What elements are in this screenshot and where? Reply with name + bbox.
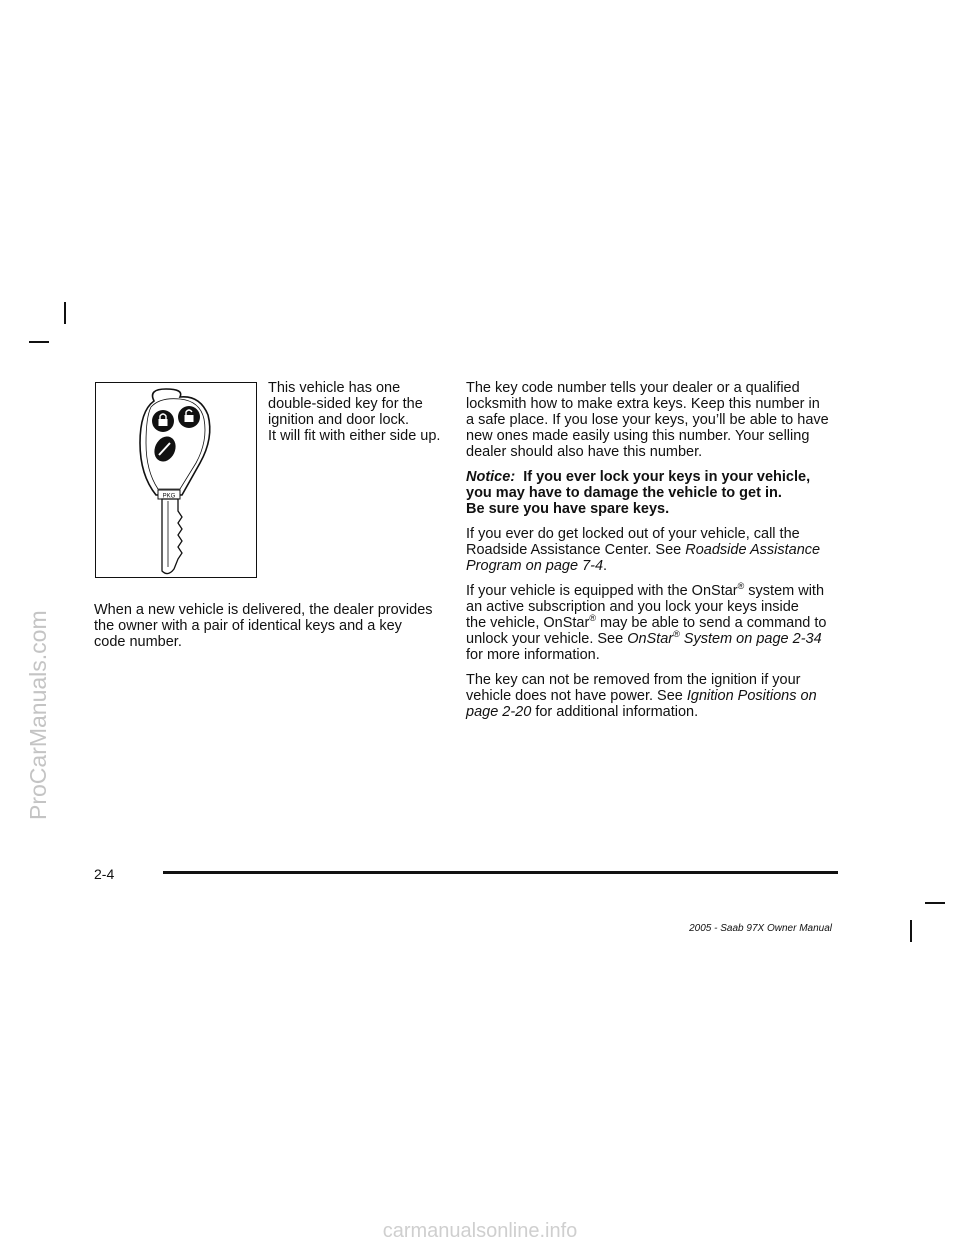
paragraph-line: code number. (94, 634, 182, 650)
paragraph-text: for additional information. (531, 704, 699, 720)
delivery-paragraph (94, 602, 439, 650)
key-figure (95, 382, 257, 578)
paragraph-text: the vehicle, OnStar (466, 615, 590, 631)
roadside-assistance-link[interactable]: Roadside Assistance (685, 542, 821, 558)
crop-mark-top-vertical (64, 302, 66, 324)
page-number: 2-4 (94, 866, 115, 882)
paragraph-line: The key can not be removed from the ignition if your (466, 672, 801, 688)
paragraph-text: . (603, 558, 608, 574)
onstar-system-link[interactable]: OnStar® System on page 2-34 (627, 629, 822, 647)
paragraph-text: If your vehicle is equipped with the OnStar (466, 583, 738, 599)
paragraph-text: system with (744, 583, 825, 599)
key-fob-remote-icon (96, 383, 255, 576)
manual-title: 2005 - Saab 97X Owner Manual (689, 923, 832, 934)
bottom-watermark: carmanualsonline.info (382, 1220, 578, 1242)
paragraph-line: the owner with a pair of identical keys and a key (94, 618, 402, 634)
notice-label: Notice: (466, 469, 516, 485)
paragraph-text: unlock your vehicle. See (466, 631, 628, 647)
crop-mark-bottom-horizontal (925, 902, 945, 904)
notice-line: you may have to damage the vehicle to get in. (466, 485, 782, 501)
paragraph-line: locksmith how to make extra keys. Keep this number in (466, 396, 820, 412)
ignition-positions-link-cont[interactable]: page 2-20 (466, 704, 532, 720)
intro-line: This vehicle has one (268, 380, 401, 396)
footer-rule (163, 871, 838, 874)
locked-out-paragraph (466, 526, 844, 574)
notice-line: Be sure you have spare keys. (466, 501, 670, 517)
crop-mark-top-horizontal (29, 341, 49, 343)
intro-line: It will fit with either side up. (268, 428, 441, 444)
ignition-positions-link[interactable]: Ignition Positions on (686, 688, 817, 704)
onstar-paragraph (466, 583, 844, 663)
intro-text (268, 380, 458, 444)
roadside-assistance-link-cont[interactable]: Program on page 7-4 (466, 558, 604, 574)
registered-mark: ® (589, 613, 596, 624)
paragraph-text: may be able to send a command to (595, 615, 827, 631)
intro-line: double-sided key for the (268, 396, 423, 412)
paragraph-line: When a new vehicle is delivered, the dealer provides (94, 602, 433, 618)
intro-line: ignition and door lock. (268, 412, 410, 428)
paragraph-text: Roadside Assistance Center. See (466, 542, 686, 558)
paragraph-line: new ones made easily using this number. Your selling (466, 428, 810, 444)
notice-paragraph (466, 469, 844, 517)
paragraph-line: If you ever do get locked out of your vehicle, call the (466, 526, 800, 542)
notice-line: If you ever lock your keys in your vehicle, (523, 469, 811, 485)
paragraph-text: vehicle does not have power. See (466, 688, 687, 704)
paragraph-line: an active subscription and you lock your keys inside (466, 599, 799, 615)
registered-mark: ® (737, 581, 745, 592)
right-column (466, 380, 844, 729)
side-watermark: ProCarManuals.com (25, 610, 51, 820)
key-code-paragraph (466, 380, 844, 460)
crop-mark-bottom-vertical (910, 920, 912, 942)
key-label-text: PKG (162, 493, 176, 500)
paragraph-line: for more information. (466, 647, 600, 663)
paragraph-line: a safe place. If you lose your keys, you’ll be able to have (466, 412, 829, 428)
ignition-paragraph (466, 672, 844, 720)
paragraph-line: dealer should also have this number. (466, 444, 703, 460)
paragraph-line: The key code number tells your dealer or a qualified (466, 380, 800, 396)
